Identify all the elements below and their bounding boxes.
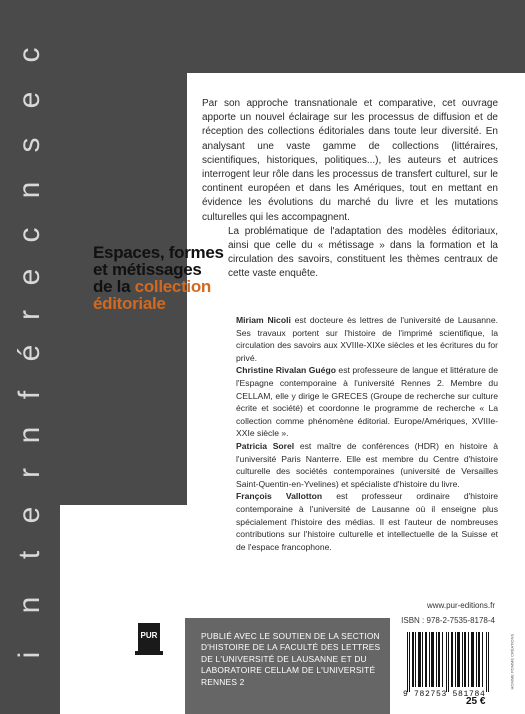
series-letter: c — [13, 47, 46, 63]
series-letter: e — [13, 268, 46, 286]
bio-paragraph — [236, 440, 498, 490]
series-letter: r — [13, 468, 46, 478]
series-letter: s — [13, 137, 46, 153]
series-letter: t — [13, 550, 46, 560]
title-accent: collection — [134, 277, 212, 296]
series-letter: é — [13, 344, 46, 362]
series-letter: e — [13, 91, 46, 109]
series-letter: f — [13, 390, 46, 400]
series-letter: i — [13, 651, 46, 659]
bio-text: est professeure de langue et littérature de l'Espagne contemporaine à l'université Rennes 2. Membre du CELLAM, elle y dirige le GRECES (Groupe de recherche sur culture écrite et société) et coordonne le programme de recherche « La collection comme phénomène éditorial. Europe/Amériques, XVIIIe-XXIe siècle ». — [236, 365, 498, 439]
series-letter: r — [13, 310, 46, 320]
barcode — [405, 632, 491, 692]
price: 25 € — [466, 696, 486, 707]
top-band — [60, 0, 525, 73]
title-line: Espaces, formes — [93, 243, 224, 262]
bio-name: François Vallotton — [236, 491, 323, 502]
publisher-website[interactable]: www.pur-editions.fr — [426, 601, 495, 610]
bio-paragraph — [236, 490, 498, 553]
bio-paragraph — [236, 314, 498, 364]
bio-paragraph — [236, 364, 498, 440]
series-letter: c — [13, 227, 46, 243]
series-letter: n — [13, 181, 46, 199]
barcode-digits: 9 782753 581784 — [403, 690, 486, 699]
description — [202, 97, 498, 282]
author-bios — [236, 314, 498, 553]
bio-text: est professeur ordinaire d'histoire contemporaine à l'université de Lausanne où il enseigne plus spécialement l'histoire des médias. Il est l'auteur de nombreuses contributions sur l'histoire culturelle et intellectuelle de la Suisse et de l'espace francophone. — [236, 491, 498, 552]
pur-logo-text: PUR — [140, 631, 158, 640]
bio-text: est docteure ès lettres de l'université de Lausanne. Ses travaux portent sur l'histoire de l'imprimé scientifique, la circulation des savoirs aux XVIIIe-XIXe siècles et les écritures du for privé. — [236, 315, 499, 363]
series-letter: n — [13, 426, 46, 444]
title-line: de la — [93, 277, 135, 296]
description-paragraph: La problématique de l'adaptation des modèles éditoriaux, ainsi que celle du « métissage » dans la formation et la circulation des savoirs, constituent les thèmes centraux de cette vaste enquête. — [228, 225, 498, 280]
designer-credit — [507, 632, 517, 692]
pur-logo — [138, 623, 160, 663]
bio-name: Miriam Nicoli — [236, 315, 291, 325]
title-accent: éditoriale — [93, 294, 166, 313]
series-letter: n — [13, 596, 46, 614]
description-paragraph: Par son approche transnationale et comparative, cet ouvrage apporte un nouvel éclairage sur les processus de diffusion et de réception des collections éditoriales dans toute leur diversité. En analysant une vaste gamme de collections (littéraires, scientifiques, historiques, politiques...), les auteurs et autrices interrogent leur rôle dans les processus de transfert culturel, sur le continent européen et dans les Amériques, tout en mettant en évidence les évolutions du marché du livre et les mutations culturelles qui les accompagnent. — [202, 98, 498, 223]
series-letter: e — [13, 506, 46, 524]
bio-name: Christine Rivalan Guégo — [236, 365, 336, 376]
isbn: ISBN : 978-2-7535-8178-4 — [401, 616, 495, 625]
sponsor-text: PUBLIÉ AVEC LE SOUTIEN DE LA SECTION D'HISTOIRE DE LA FACULTÉ DES LETTRES DE L'UNIVERSITÉ DE LAUSANNE ET DU LABORATOIRE CELLAM DE L'UNIVERSITÉ RENNES 2 — [201, 631, 381, 687]
bio-text: est maître de conférences (HDR) en histoire à l'université Paris Nanterre. Elle est membre du Centre d'histoire culturelle des sociétés contemporaines (université de Versailles Saint-Quentin-en-Yvelines) et spécialiste d'histoire du livre. — [236, 440, 498, 489]
designer-credit-text: HOMME POMME CRÉATIONS — [509, 633, 515, 690]
title-line: et métissages — [93, 260, 202, 279]
bio-name: Patricia Sorel — [236, 440, 295, 451]
